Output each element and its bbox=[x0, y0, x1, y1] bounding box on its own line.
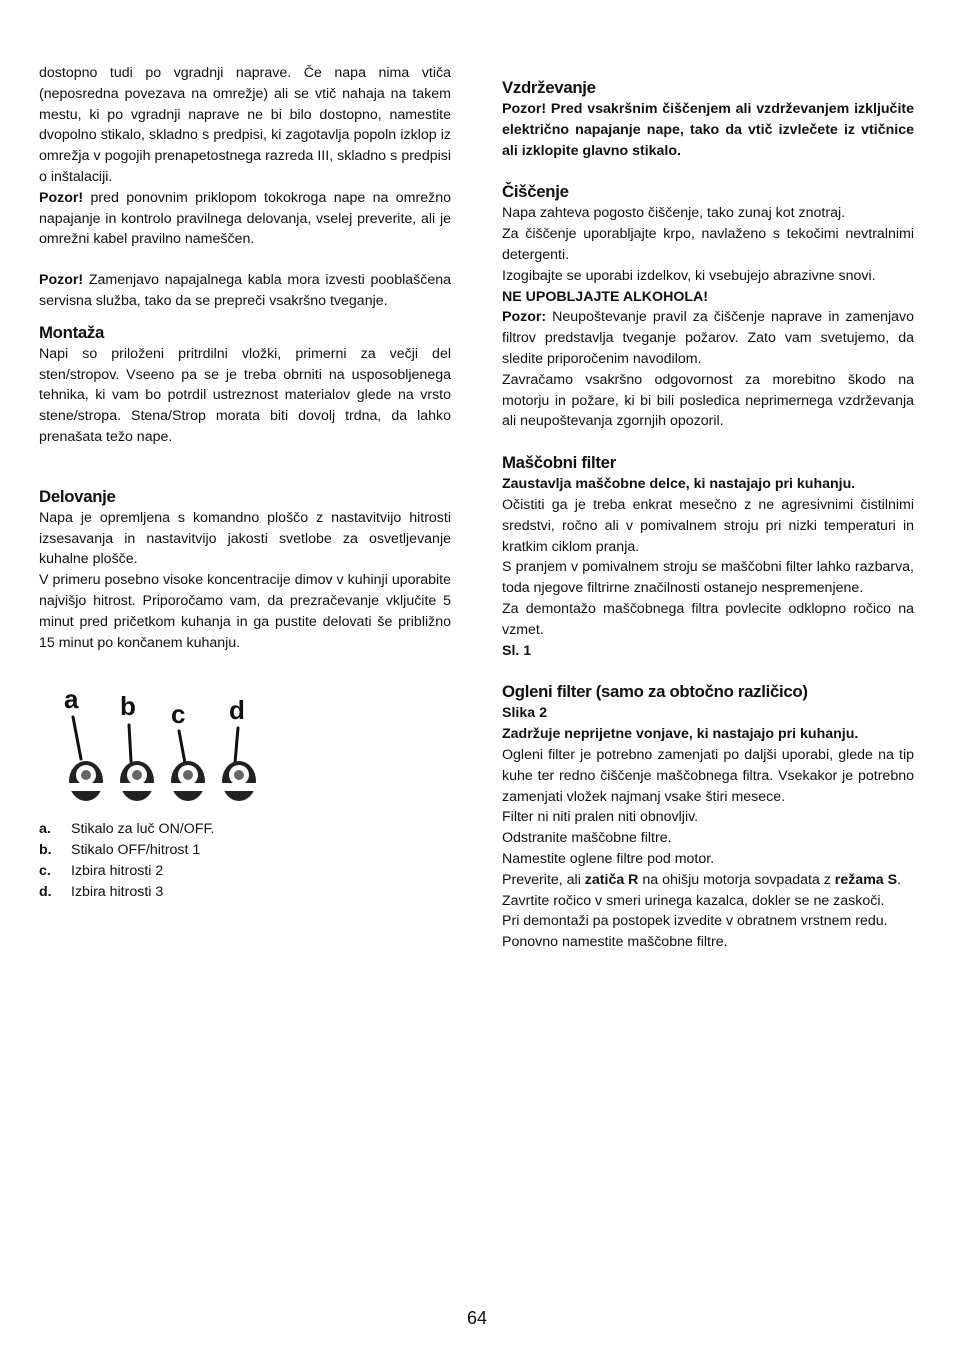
montaza-paragraph: Napi so priloženi pritrdilni vložki, primerni za večji del sten/stropov. Vseeno pa se je treba obrniti na usposobljenega tehnika, ki vam bo potrdil ustreznost materialov glede na vrsto stene/stropa. Stena/Strop morata biti dovolj trdna, da lahko prenašata težo nape. bbox=[39, 345, 451, 445]
ciscenje-paragraph-5: Pozor: Neupoštevanje pravil za čiščenje naprave in zamenjavo filtrov predstavlja tveganje požarov. Zato vam svetujemo, da sledite priporočenim navodilom. bbox=[502, 309, 914, 367]
section-title-vzdrzevanje: Vzdrževanje bbox=[502, 78, 596, 97]
delovanje-paragraph-2: V primeru posebno visoke koncentracije dimov v kuhinji uporabite najvišjo hitrost. Priporočamo vam, da prezračevanje vključite 5 minut pred pričetkom kuhanja in ga pustite delovati še približno 15 minut po končanem kuhanju. bbox=[39, 572, 451, 651]
warning-label: Pozor! bbox=[39, 189, 84, 206]
section-title-mascobni-filter: Maščobni filter bbox=[502, 453, 616, 473]
knob-c bbox=[171, 761, 205, 801]
warning-label: Pozor! bbox=[39, 272, 84, 289]
section-title-ciscenje: Čiščenje bbox=[502, 182, 569, 202]
ogleni-subtitle: Zadržuje neprijetne vonjave, ki nastajajo pri kuhanju. bbox=[502, 726, 859, 743]
mascobni-paragraph-3: Za demontažo maščobnega filtra povlecite odklopno ročico na vzmet. bbox=[502, 600, 914, 638]
ciscenje-paragraph-1: Napa zahteva pogosto čiščenje, tako zunaj kot znotraj. bbox=[502, 205, 846, 222]
pointer-line-c bbox=[179, 731, 185, 763]
ogleni-paragraph-3: Odstranite maščobne filtre. bbox=[502, 830, 672, 847]
pointer-line-a bbox=[73, 717, 81, 759]
mascobni-figure-ref: Sl. 1 bbox=[502, 642, 532, 659]
page-number: 64 bbox=[466, 1308, 488, 1328]
vzdrzevanje-warning: Pozor! Pred vsakršnim čiščenjem ali vzdrževanjem izključite električno napajanje nape, tako da vtič izvlečete iz vtičnice ali izklopite glavno stikalo. bbox=[502, 101, 914, 159]
warning-cable: Pozor! Zamenjavo napajalnega kabla mora izvesti pooblaščena servisna služba, tako da se prepreči vsakršno tveganje. bbox=[39, 272, 451, 309]
delovanje-paragraph-1: Napa je opremljena s komandno ploščo z nastavitvijo hitrosti izsesavanja in nastavitvijo jakosti svetlobe za osvetljevanje kuhalne plošče. bbox=[39, 509, 451, 568]
pointer-line-b bbox=[129, 725, 131, 761]
control-panel-diagram bbox=[51, 683, 271, 803]
diagram-letter-b: b bbox=[120, 691, 136, 722]
section-title-delovanje: Delovanje bbox=[39, 486, 116, 506]
ogleni-paragraph-7: Ponovno namestite maščobne filtre. bbox=[502, 934, 728, 951]
mascobni-paragraph-1: Očistiti ga je treba enkrat mesečno z ne agresivnimi čistilnimi sredstvi, ročno ali v pomivalnem stroju pri nizki temperaturi in kratkim ciklom pranja. bbox=[502, 496, 914, 555]
diagram-letter-a: a bbox=[64, 684, 79, 715]
legend-item: c. Izbira hitrosti 2 bbox=[39, 862, 164, 879]
intro-paragraph: dostopno tudi po vgradnji naprave. Če napa nima vtiča (neposredna povezava na omrežje) ali se vtič nahaja na takem mestu, ki po vgradnji naprave ne bi bilo dostopno, namestite dvopolno stikalo, skladno s predpisi, ki zagotavlja popoln izklop iz omrežja v pogojih prenapetostnega razreda III, skladno s predpisi o inštalaciji. bbox=[39, 65, 451, 185]
ogleni-paragraph-1: Ogleni filter je potrebno zamenjati po daljši uporabi, glede na tip kuhe ter redno čiščenje maščobnega filtra. Vsekakor je potrebno zamenjati vložek najmanj vsake štiri mesece. bbox=[502, 746, 914, 805]
ogleni-paragraph-4: Namestite oglene filtre pod motor. bbox=[502, 850, 715, 867]
mascobni-paragraph-2: S pranjem v pomivalnem stroju se maščobni filter lahko razbarva, toda njegove filtrirne značilnosti ostanejo nespremenjene. bbox=[502, 559, 914, 597]
knob-b bbox=[120, 761, 154, 801]
ciscenje-paragraph-3: Izogibajte se uporabi izdelkov, ki vsebujejo abrazivne snovi. bbox=[502, 267, 876, 284]
legend-item: b. Stikalo OFF/hitrost 1 bbox=[39, 842, 201, 859]
warning-reconnect: Pozor! pred ponovnim priklopom tokokroga nape na omrežno napajanje in kontrolo pravilnega delovanja, vselej preverite, ali je omrežni kabel pravilno nameščen. bbox=[39, 189, 451, 248]
ciscenje-alcohol-warning: NE UPOBLJAJTE ALKOHOLA! bbox=[502, 288, 708, 305]
right-column bbox=[502, 77, 914, 953]
section-title-montaza: Montaža bbox=[39, 322, 105, 342]
legend-item: a. Stikalo za luč ON/OFF. bbox=[39, 821, 215, 838]
left-column bbox=[39, 63, 451, 903]
diagram-letter-d: d bbox=[229, 695, 245, 726]
section-title-ogleni-filter: Ogleni filter (samo za obtočno različico) bbox=[502, 682, 808, 702]
ogleni-paragraph-6: Pri demontaži pa postopek izvedite v obratnem vrstnem redu. bbox=[502, 913, 888, 930]
ogleni-figure-ref: Slika 2 bbox=[502, 705, 547, 722]
ogleni-paragraph-5: Preverite, ali zatiča R na ohišju motorja sovpadata z režama S. Zavrtite ročico v smeri urinega kazalca, dokler se ne zaskoči. bbox=[502, 871, 902, 909]
knob-a bbox=[69, 761, 103, 801]
ciscenje-paragraph-6: Zavračamo vsakršno odgovornost za morebitno škodo na motorju in požare, ki bi bili posledica neprimernega vzdrževanja ali neupoštevanja zgornjih opozoril. bbox=[502, 371, 914, 430]
diagram-letter-c: c bbox=[171, 699, 186, 730]
mascobni-subtitle: Zaustavlja maščobne delce, ki nastajajo pri kuhanju. bbox=[502, 476, 856, 493]
ogleni-paragraph-2: Filter ni niti pralen niti obnovljiv. bbox=[502, 809, 699, 826]
control-knobs-illustration bbox=[51, 683, 271, 803]
pointer-line-d bbox=[235, 728, 238, 763]
legend-item: d. Izbira hitrosti 3 bbox=[39, 883, 164, 900]
knob-d bbox=[222, 761, 256, 801]
control-legend bbox=[39, 819, 451, 902]
ciscenje-paragraph-2: Za čiščenje uporabljajte krpo, navlaženo s tekočimi nevtralnimi detergenti. bbox=[502, 226, 914, 263]
